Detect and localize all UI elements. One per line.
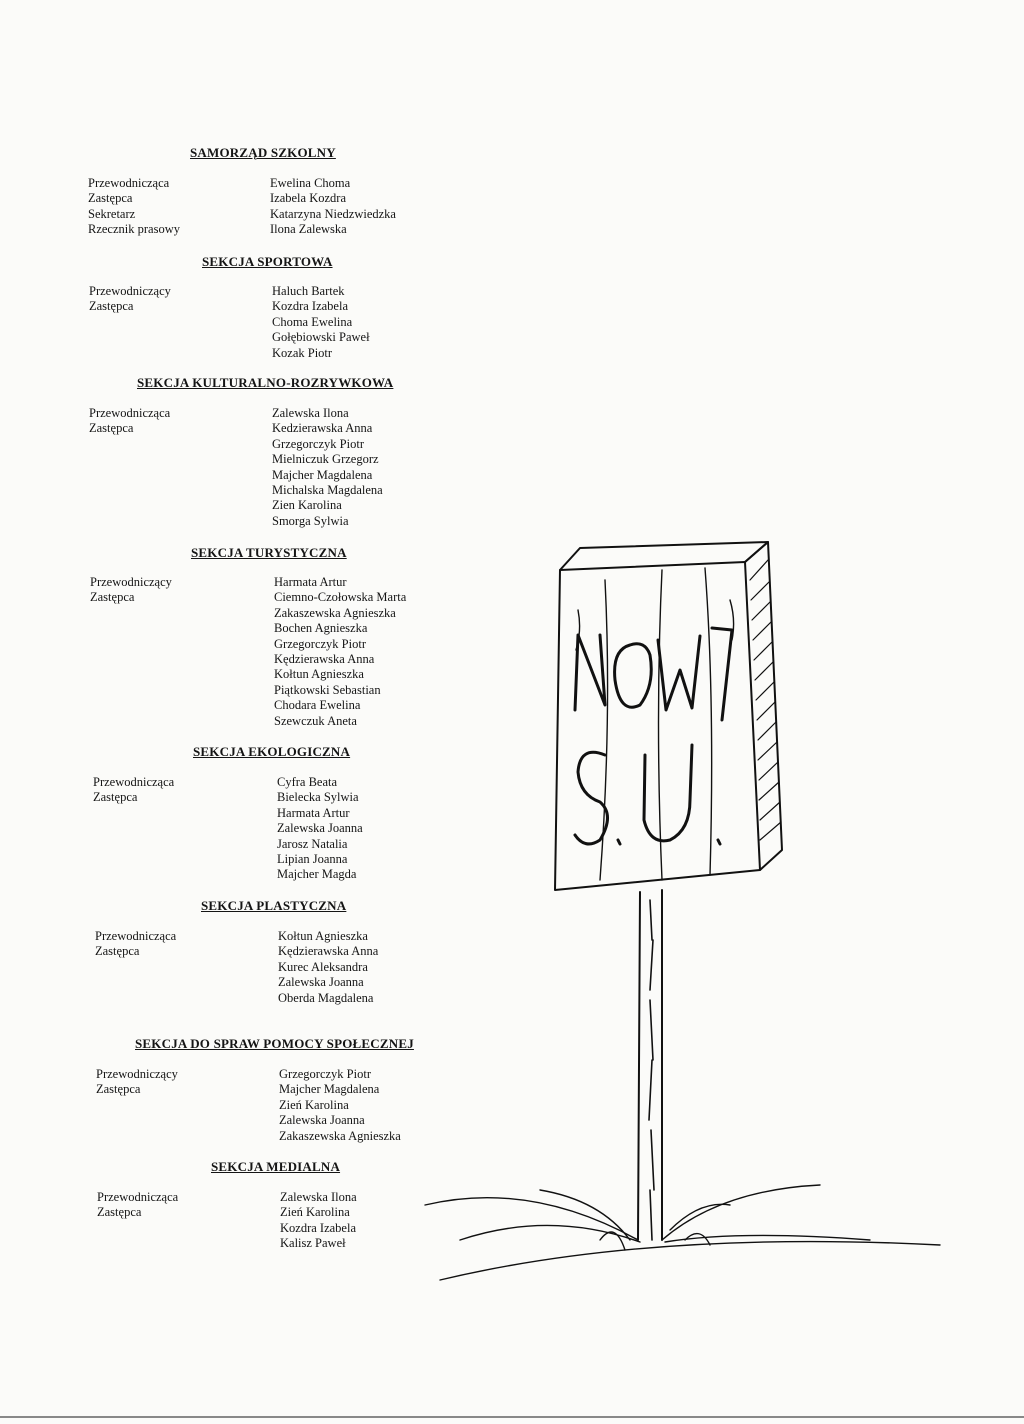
member-name: Zien Karolina	[272, 498, 342, 513]
member-name: Ewelina Choma	[270, 176, 351, 190]
role: Zastępca	[90, 590, 135, 605]
sign-side-hatching	[750, 560, 781, 840]
member-name: Zalewska Joanna	[278, 975, 364, 990]
member-name: Kedzierawska Anna	[272, 421, 373, 436]
roles-list	[93, 775, 174, 806]
role: Przewodnicząca	[93, 775, 175, 789]
member-name: Cyfra Beata	[277, 775, 338, 789]
role: Rzecznik prasowy	[88, 222, 180, 237]
member-name: Grzegorczyk Piotr	[279, 1067, 371, 1081]
sign-board-side	[745, 542, 782, 870]
member-name: Harmata Artur	[277, 805, 350, 820]
role: Zastępca	[89, 421, 134, 436]
member-name: Majcher Magda	[277, 867, 357, 882]
section-title: SEKCJA MEDIALNA	[211, 1159, 341, 1174]
member-name: Lipian Joanna	[277, 852, 348, 867]
role: Przewodniczący	[89, 284, 171, 298]
role: Zastępca	[95, 944, 140, 959]
role: Sekretarz	[88, 206, 136, 221]
member-name: Kozdra Izabela	[280, 1220, 356, 1235]
roles-list	[96, 1067, 178, 1098]
member-name: Ilona Zalewska	[270, 222, 347, 237]
section-title: SEKCJA PLASTYCZNA	[201, 898, 347, 913]
member-name: Kozak Piotr	[272, 345, 333, 360]
page-bottom-border	[0, 1416, 1024, 1418]
role: Zastępca	[93, 790, 138, 805]
roles-list	[88, 176, 180, 238]
section-title: SEKCJA DO SPRAW POMOCY SPOŁECZNEJ	[135, 1036, 414, 1051]
member-name: Smorga Sylwia	[272, 513, 349, 528]
member-name: Zalewska Ilona	[280, 1190, 357, 1204]
member-name: Szewczuk Aneta	[274, 713, 357, 728]
names-list	[272, 284, 370, 361]
member-name: Grzegorczyk Piotr	[272, 436, 364, 451]
member-name: Kołtun Agnieszka	[274, 667, 364, 682]
member-name: Izabela Kozdra	[270, 191, 346, 206]
member-name: Oberda Magdalena	[278, 990, 374, 1005]
section-title: SAMORZĄD SZKOLNY	[190, 145, 336, 160]
member-name: Kozdra Izabela	[272, 299, 348, 314]
member-name: Majcher Magdalena	[279, 1082, 380, 1097]
member-name: Zień Karolina	[279, 1097, 349, 1112]
member-name: Kalisz Paweł	[280, 1236, 346, 1251]
section-title: SEKCJA TURYSTYCZNA	[191, 545, 347, 560]
role: Zastępca	[88, 191, 133, 206]
member-name: Choma Ewelina	[272, 314, 353, 329]
role: Zastępca	[97, 1205, 142, 1220]
roles-list	[95, 929, 176, 960]
roles-list	[89, 406, 170, 437]
member-name: Chodara Ewelina	[274, 698, 361, 713]
member-name: Zakaszewska Agnieszka	[279, 1128, 401, 1143]
names-list	[270, 176, 396, 238]
signpost-pole-left	[638, 892, 640, 1240]
signpost-illustration	[400, 540, 1000, 1300]
role: Zastępca	[89, 299, 134, 314]
names-list	[278, 929, 378, 1006]
member-name: Harmata Artur	[274, 575, 347, 589]
role: Przewodnicząca	[95, 929, 177, 943]
member-name: Bielecka Sylwia	[277, 790, 359, 805]
member-name: Kołtun Agnieszka	[278, 929, 368, 943]
role: Przewodniczący	[96, 1067, 178, 1081]
names-list	[272, 406, 383, 529]
names-list	[274, 575, 406, 729]
member-name: Ciemno-Czołowska Marta	[274, 590, 407, 605]
member-name: Mielniczuk Grzegorz	[272, 452, 379, 467]
roles-list	[90, 575, 172, 606]
role: Przewodnicząca	[97, 1190, 179, 1204]
member-name: Katarzyna Niedzwiedzka	[270, 206, 396, 221]
member-name: Michalska Magdalena	[272, 483, 383, 498]
section-title: SEKCJA KULTURALNO-ROZRYWKOWA	[137, 375, 394, 390]
names-list	[277, 775, 363, 883]
member-name: Zień Karolina	[280, 1205, 350, 1220]
signpost-pole-shading	[649, 900, 654, 1240]
member-name: Bochen Agnieszka	[274, 621, 368, 636]
role: Zastępca	[96, 1082, 141, 1097]
member-name: Piątkowski Sebastian	[274, 682, 381, 697]
member-name: Kędzierawska Anna	[274, 652, 375, 667]
member-name: Zalewska Joanna	[277, 821, 363, 836]
role: Przewodnicząca	[88, 176, 170, 190]
sign-lettering	[575, 628, 732, 844]
member-name: Haluch Bartek	[272, 284, 345, 298]
member-name: Zakaszewska Agnieszka	[274, 605, 396, 620]
role: Przewodnicząca	[89, 406, 171, 420]
names-list	[280, 1190, 357, 1252]
section-title: SEKCJA EKOLOGICZNA	[193, 744, 351, 759]
role: Przewodniczący	[90, 575, 172, 589]
member-name: Gołębiowski Paweł	[272, 330, 370, 345]
sign-wood-grain	[576, 568, 734, 880]
grass-tufts	[425, 1185, 940, 1280]
roles-list	[97, 1190, 178, 1221]
roles-list	[89, 284, 171, 315]
member-name: Kędzierawska Anna	[278, 944, 379, 959]
member-name: Jarosz Natalia	[277, 836, 348, 851]
member-name: Grzegorczyk Piotr	[274, 636, 366, 651]
section-title: SEKCJA SPORTOWA	[202, 254, 333, 269]
member-name: Zalewska Ilona	[272, 406, 349, 420]
member-name: Zalewska Joanna	[279, 1113, 365, 1128]
member-name: Majcher Magdalena	[272, 467, 373, 482]
member-name: Kurec Aleksandra	[278, 959, 368, 974]
names-list	[279, 1067, 401, 1144]
